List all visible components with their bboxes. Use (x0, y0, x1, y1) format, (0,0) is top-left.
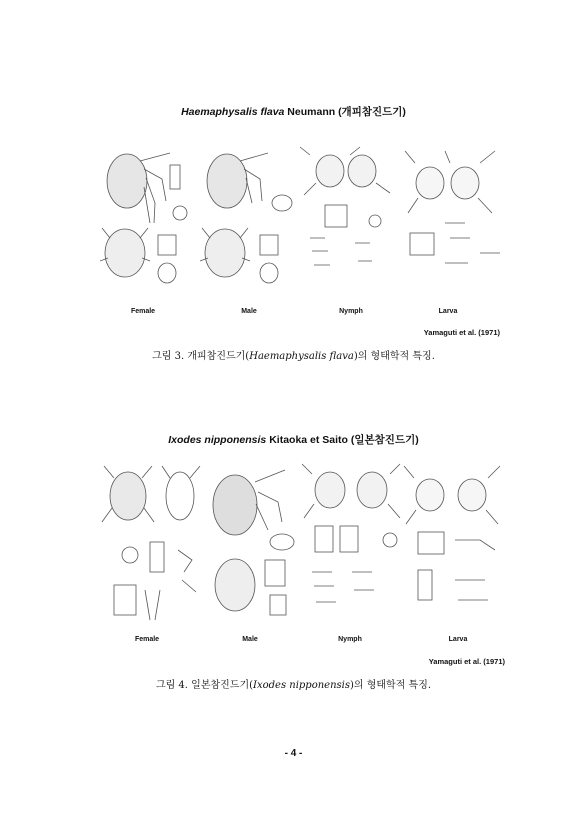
figure-2-caption-suffix: )의 형태학적 특징. (350, 680, 432, 691)
figure-2-plate (100, 460, 505, 630)
female-tick-drawing (100, 153, 187, 283)
figure-1-caption-species: Haemaphysalis flava (249, 351, 354, 362)
figure-1-caption (0, 347, 587, 362)
figure-2-caption-prefix: 그림 4. 일본참진드기( (155, 680, 254, 691)
figure-1-label-larva: Larva (438, 308, 458, 315)
figure-2-label-male: Male (242, 636, 258, 643)
figure-2-label-nymph: Nymph (338, 636, 362, 643)
larva-tick-drawing (404, 466, 500, 600)
figure-1-label-female: Female (130, 308, 156, 315)
male-tick-drawing (200, 153, 292, 283)
figure-2-caption (0, 676, 587, 691)
figure-2-label-female: Female (134, 636, 160, 643)
figure-1-title-rest: Neumann (개피참진드기) (284, 106, 406, 118)
page-number: - 4 - (284, 748, 303, 759)
figure-2-title-rest: Kitaoka et Saito (일본참진드기) (266, 434, 419, 446)
figure-2-title (0, 432, 587, 447)
figure-2-credit: Yamaguti et al. (1971) (428, 657, 505, 666)
figure-2-label-larva: Larva (448, 636, 468, 643)
nymph-tick-drawing (302, 464, 400, 602)
figure-1-illustrations (100, 143, 505, 293)
figure-1-caption-suffix: )의 형태학적 특징. (353, 351, 435, 362)
figure-2-illustrations (100, 460, 505, 630)
figure-1-label-nymph: Nymph (339, 308, 363, 315)
male-tick-drawing (213, 470, 294, 615)
figure-1-caption-prefix: 그림 3. 개피참진드기( (152, 351, 250, 362)
figure-1-title (0, 104, 587, 119)
figure-1-credit: Yamaguti et al. (1971) (423, 328, 500, 337)
female-tick-drawing (102, 466, 200, 620)
larva-tick-drawing (405, 151, 500, 263)
figure-2-caption-species: Ixodes nipponensis (253, 680, 350, 691)
figure-1-plate (100, 143, 505, 293)
figure-1-title-species: Haemaphysalis flava (181, 106, 285, 118)
figure-1-label-male: Male (241, 308, 257, 315)
figure-2-title-species: Ixodes nipponensis (168, 434, 267, 446)
nymph-tick-drawing (300, 147, 390, 265)
